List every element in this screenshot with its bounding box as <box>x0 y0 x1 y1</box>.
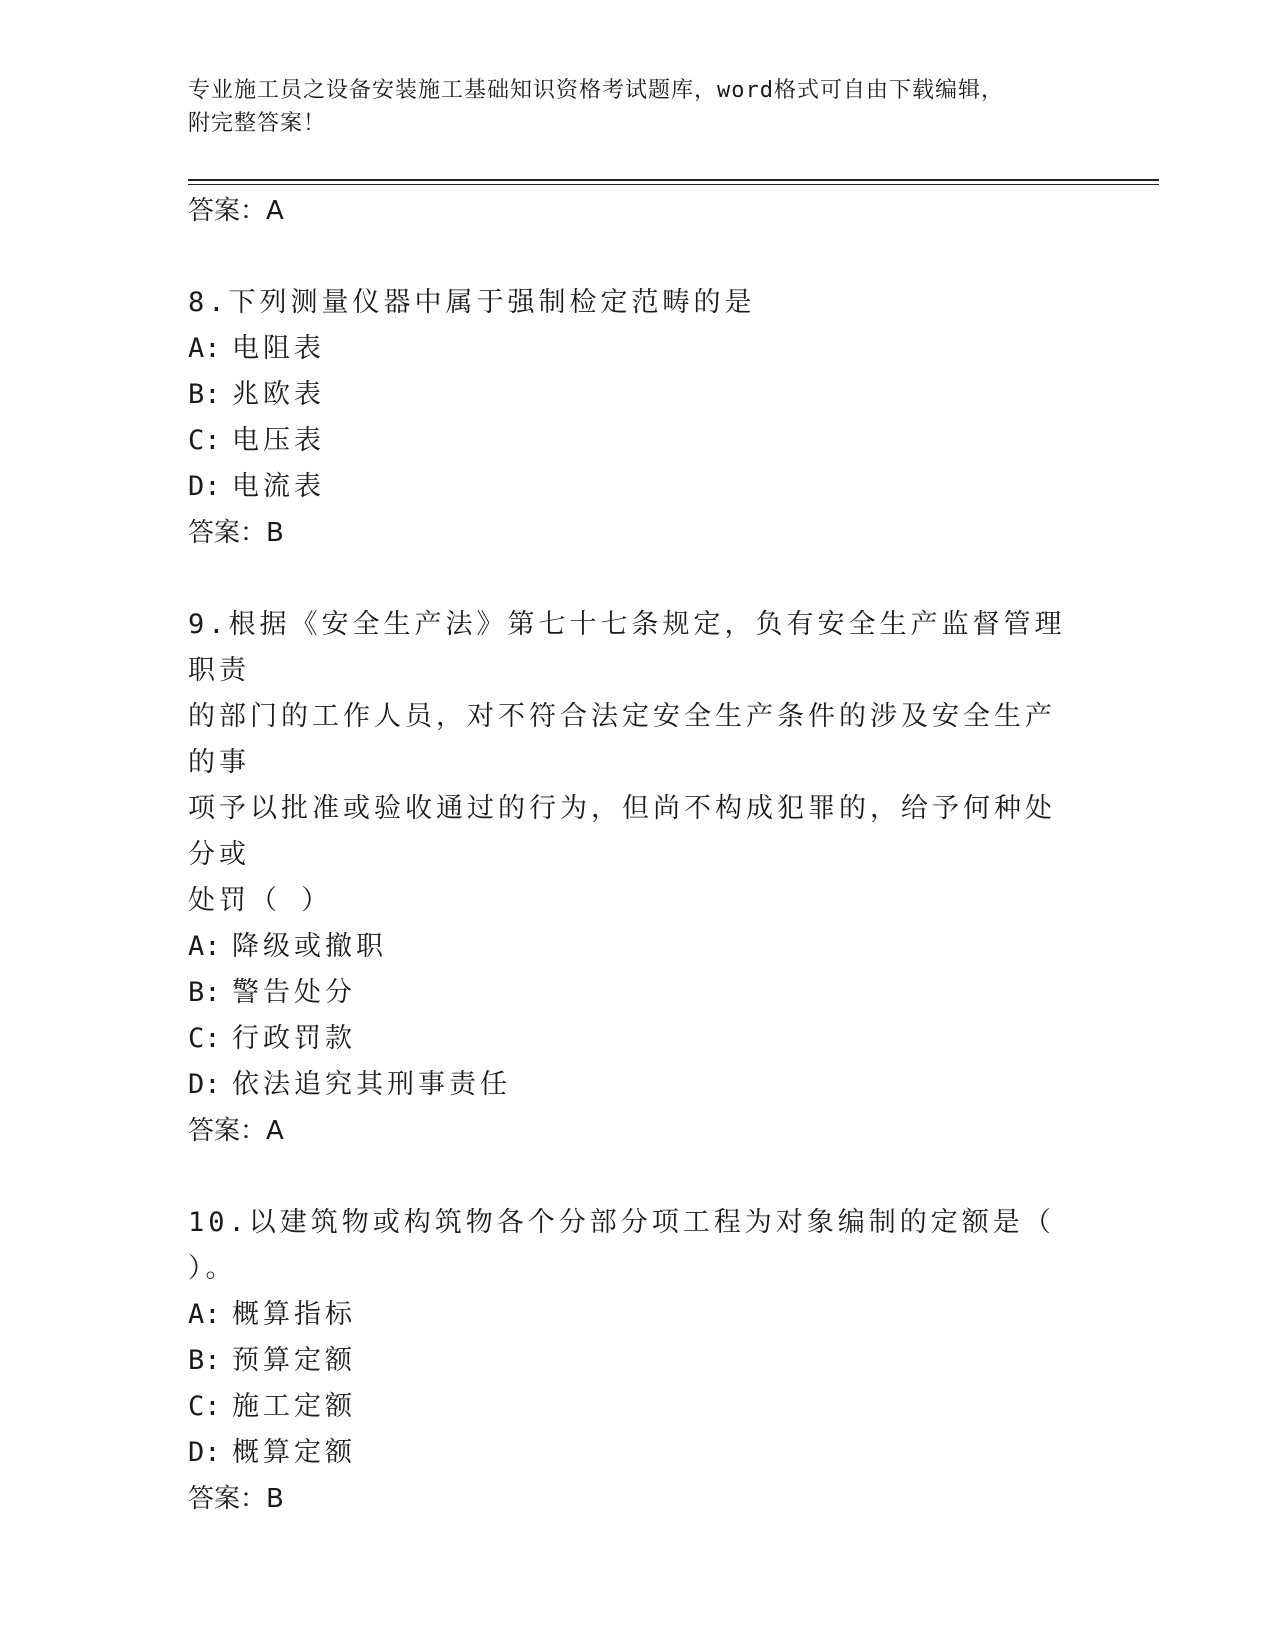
previous-answer: 答案：A <box>188 196 284 226</box>
header-line-2: 附完整答案！ <box>188 111 327 136</box>
option-key: A: <box>188 931 221 962</box>
option-text: 概算指标 <box>232 1299 356 1330</box>
question-list <box>188 188 1068 1522</box>
option-text: 兆欧表 <box>232 379 325 410</box>
question-text-line-3: 项予以批准或验收通过的行为，但尚不构成犯罪的，给予何种处分或 <box>188 793 1056 870</box>
option-text: 电阻表 <box>232 333 325 364</box>
question-text-line-4: 处罚（ ） <box>188 885 333 916</box>
option-c <box>188 418 1068 464</box>
option-c <box>188 1016 1068 1062</box>
option-c <box>188 1384 1068 1430</box>
option-b <box>188 1338 1068 1384</box>
question-block <box>188 1200 1068 1522</box>
option-text: 电压表 <box>232 425 325 456</box>
option-key: D: <box>188 1437 221 1468</box>
question-text: 8.下列测量仪器中属于强制检定范畴的是 <box>188 287 756 318</box>
option-b <box>188 970 1068 1016</box>
option-a <box>188 924 1068 970</box>
option-text: 预算定额 <box>232 1345 356 1376</box>
option-b <box>188 372 1068 418</box>
option-text: 概算定额 <box>232 1437 356 1468</box>
header-divider-thick <box>188 179 1159 181</box>
answer: 答案：B <box>188 1484 284 1514</box>
option-text: 降级或撤职 <box>232 931 387 962</box>
option-text: 行政罚款 <box>232 1023 356 1054</box>
question-text-line-1: 9.根据《安全生产法》第七十七条规定，负有安全生产监督管理职责 <box>188 609 1066 686</box>
option-text: 电流表 <box>232 471 325 502</box>
question-block <box>188 602 1068 1154</box>
header-divider-thin <box>188 184 1159 185</box>
option-key: A: <box>188 333 221 364</box>
answer: 答案：B <box>188 518 284 548</box>
option-key: C: <box>188 425 221 456</box>
option-d <box>188 1430 1068 1476</box>
document-header <box>188 74 1088 140</box>
option-key: B: <box>188 1345 221 1376</box>
question-text: 10.以建筑物或构筑物各个分部分项工程为对象编制的定额是（ ）。 <box>188 1207 1055 1284</box>
option-key: A: <box>188 1299 221 1330</box>
option-key: D: <box>188 471 221 502</box>
question-block <box>188 280 1068 556</box>
option-a <box>188 1292 1068 1338</box>
option-key: C: <box>188 1023 221 1054</box>
option-key: B: <box>188 977 221 1008</box>
question-text-line-2: 的部门的工作人员，对不符合法定安全生产条件的涉及安全生产的事 <box>188 701 1056 778</box>
option-d <box>188 464 1068 510</box>
option-key: C: <box>188 1391 221 1422</box>
option-d <box>188 1062 1068 1108</box>
option-a <box>188 326 1068 372</box>
header-line-1: 专业施工员之设备安装施工基础知识资格考试题库，word格式可自由下载编辑， <box>188 78 1004 103</box>
option-key: B: <box>188 379 221 410</box>
option-text: 施工定额 <box>232 1391 356 1422</box>
option-key: D: <box>188 1069 221 1100</box>
option-text: 依法追究其刑事责任 <box>232 1069 511 1100</box>
answer: 答案：A <box>188 1116 284 1146</box>
option-text: 警告处分 <box>232 977 356 1008</box>
